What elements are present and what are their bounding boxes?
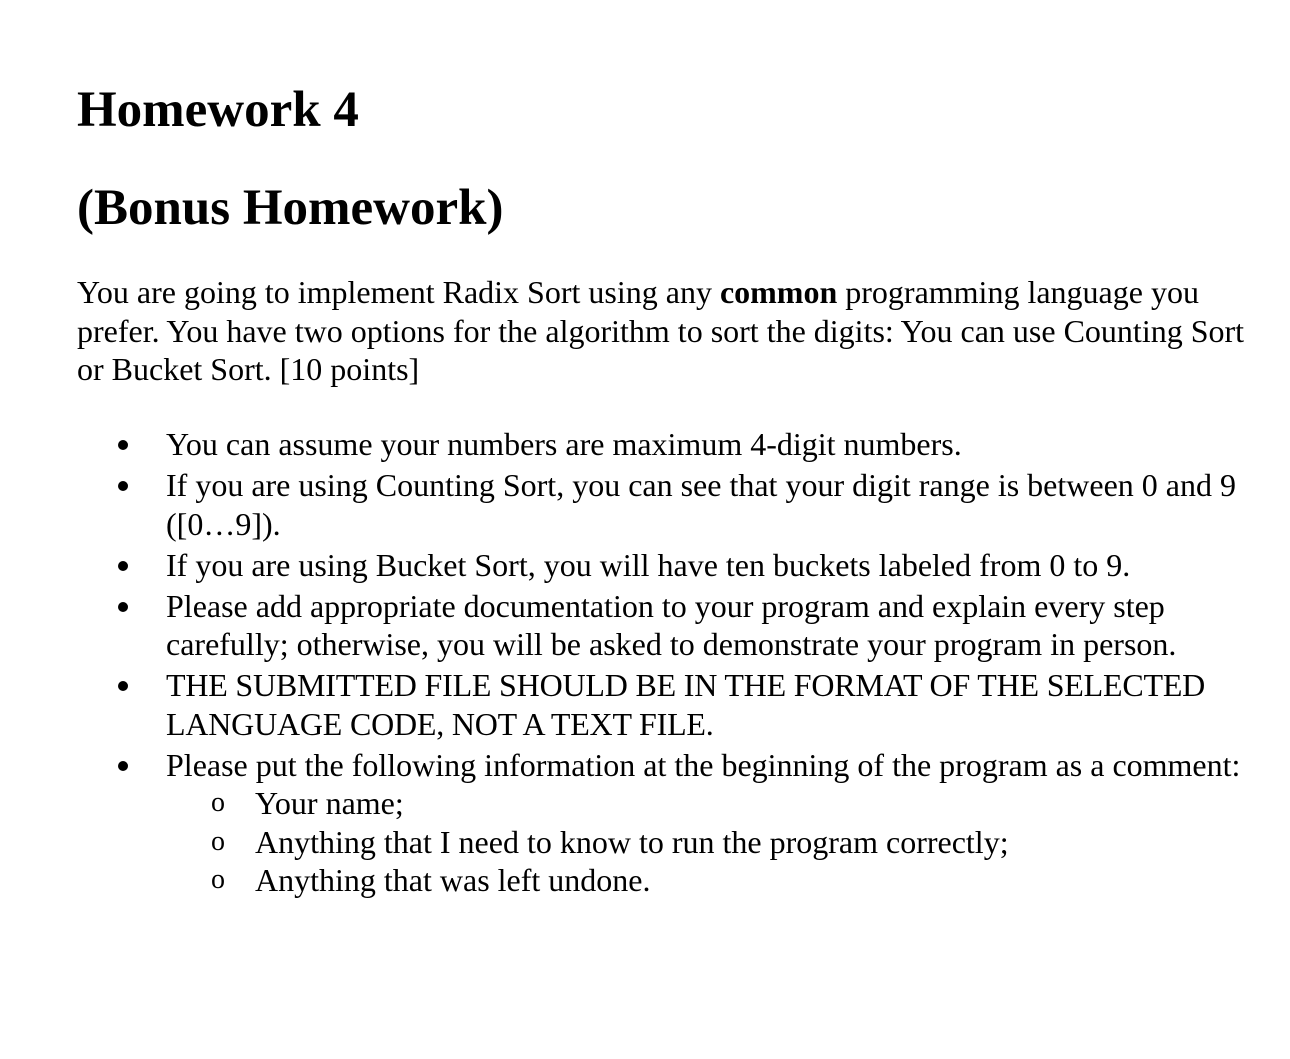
list-item bbox=[77, 425, 1267, 464]
list-item-text: Please add appropriate documentation to your program and explain every step carefully; otherwise, you will be asked to demonstrate your program in person. bbox=[166, 587, 1177, 662]
document-title: Homework 4 bbox=[77, 82, 359, 138]
sublist-item-text: Your name; bbox=[255, 785, 404, 821]
bullet-icon bbox=[118, 681, 128, 691]
list-item-text: Please put the following information at the beginning of the program as a comment: bbox=[166, 746, 1241, 783]
sublist-item-text: Anything that I need to know to run the program correctly; bbox=[255, 823, 1009, 860]
list-item bbox=[77, 587, 1267, 664]
sublist-item bbox=[166, 784, 1267, 823]
hollow-bullet-icon: o bbox=[211, 864, 225, 895]
list-item-text: If you are using Counting Sort, you can see that your digit range is between 0 and 9 ([0…9]). bbox=[166, 467, 1236, 542]
intro-paragraph bbox=[77, 273, 1247, 389]
bullet-icon bbox=[118, 561, 128, 571]
list-item bbox=[77, 546, 1267, 585]
bullet-icon bbox=[118, 761, 128, 771]
intro-text-start: You are going to implement Radix Sort using any bbox=[77, 274, 720, 310]
requirements-list bbox=[77, 425, 1267, 902]
list-item bbox=[77, 666, 1267, 743]
document-subtitle: (Bonus Homework) bbox=[77, 180, 504, 236]
list-item-text: You can assume your numbers are maximum 4-digit numbers. bbox=[166, 426, 962, 462]
intro-bold-word: common bbox=[719, 274, 838, 310]
hollow-bullet-icon: o bbox=[211, 825, 225, 857]
hollow-bullet-icon: o bbox=[211, 787, 225, 818]
sublist-item-text: Anything that was left undone. bbox=[255, 862, 651, 898]
bullet-icon bbox=[118, 481, 128, 491]
intro-text-end: programming language you prefer. You have two options for the algorithm to sort the digits: You can use Counting Sort or Bucket Sort. [10 points] bbox=[77, 274, 1245, 387]
list-item-text: If you are using Bucket Sort, you will have ten buckets labeled from 0 to 9. bbox=[166, 546, 1131, 583]
bullet-icon bbox=[118, 440, 128, 450]
sublist-item bbox=[166, 823, 1267, 862]
sublist-item bbox=[166, 861, 1267, 900]
list-item-text: THE SUBMITTED FILE SHOULD BE IN THE FORMAT OF THE SELECTED LANGUAGE CODE, NOT A TEXT FILE. bbox=[166, 667, 1206, 742]
bullet-icon bbox=[118, 602, 128, 612]
list-item bbox=[77, 746, 1267, 900]
list-item bbox=[77, 466, 1267, 543]
info-sublist bbox=[166, 784, 1267, 900]
